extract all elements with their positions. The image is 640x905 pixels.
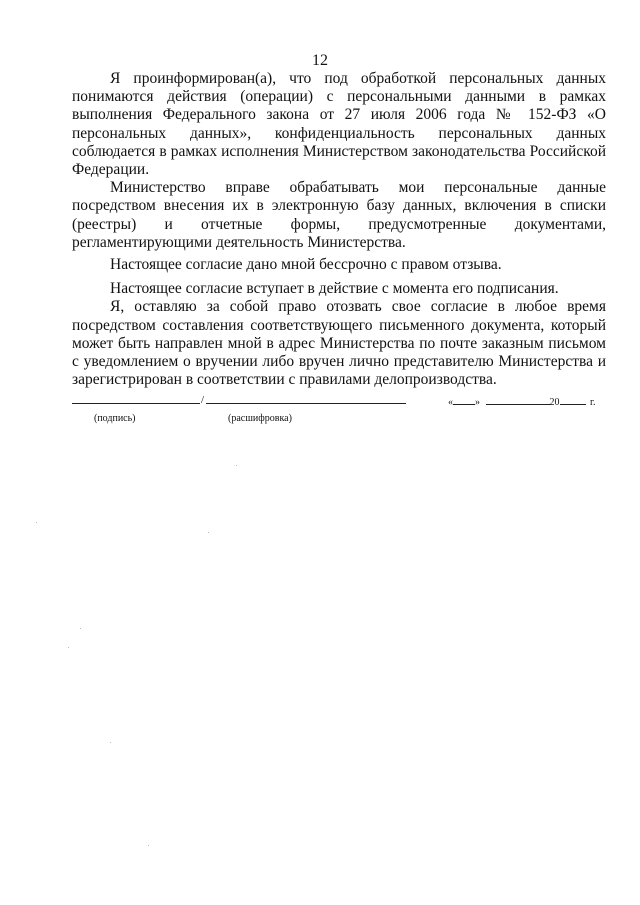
scan-speck bbox=[36, 522, 37, 523]
scan-speck bbox=[236, 465, 237, 466]
scan-speck bbox=[148, 845, 149, 846]
paragraph-ministry-rights: Министерство вправе обрабатывать мои персональные данные посредством внесения их в электронную базу данных, включения в списки (реестры) и отчетные формы, предусмотренные документами, регламентирующими деятельность Министерства. bbox=[72, 179, 606, 251]
day-line bbox=[453, 395, 475, 405]
paragraph-processing-definition: Я проинформирован(а), что под обработкой персональных данных понимаются действия (операции) с персональными данными в рамках выполнения Федерального закона от 27 июля 2006 года № 152-ФЗ «О персональных данных», конфиденциальность персональных данных соблюдается в рамках исполнения Министерством законодательства Российской Федерации. bbox=[72, 70, 606, 179]
scan-speck bbox=[80, 628, 81, 629]
signature-line bbox=[72, 394, 200, 404]
decoding-caption: (расшифровка) bbox=[228, 413, 292, 424]
signature-row bbox=[72, 394, 606, 424]
scan-speck bbox=[68, 647, 69, 648]
date-open-quote: « bbox=[448, 397, 453, 408]
decoding-line bbox=[206, 394, 406, 404]
date-field bbox=[448, 395, 595, 408]
date-close-quote: » bbox=[475, 397, 480, 408]
paragraph-revocation: Я, оставляю за собой право отозвать свое согласие в любое время посредством составления соответствующего письменного документа, который может быть направлен мной в адрес Министерства по почте заказным письмом с уведомлением о вручении либо вручен лично представителю Министерства и зарегистрирован в соответствии с правилами делопроизводства. bbox=[72, 298, 606, 389]
signature-caption: (подпись) bbox=[94, 413, 136, 424]
year-line bbox=[560, 395, 586, 405]
month-line bbox=[486, 395, 550, 405]
paragraph-consent-duration: Настоящее согласие дано мной бессрочно с правом отзыва. bbox=[110, 256, 502, 274]
year-prefix: 20 bbox=[549, 397, 560, 408]
page-number: 12 bbox=[312, 52, 328, 69]
paragraph-consent-effective: Настоящее согласие вступает в действие с момента его подписания. bbox=[110, 280, 559, 298]
consent-text bbox=[72, 70, 606, 389]
year-suffix: г. bbox=[590, 397, 596, 408]
signature-slash: / bbox=[201, 394, 205, 406]
scan-speck bbox=[208, 532, 209, 533]
scan-speck bbox=[110, 742, 111, 743]
